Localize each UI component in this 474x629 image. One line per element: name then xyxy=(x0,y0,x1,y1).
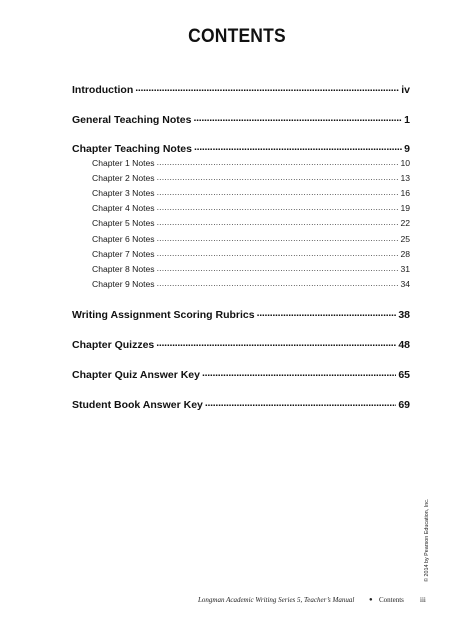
toc-entry-page: 13 xyxy=(400,172,410,183)
toc-entry-label: Chapter 4 Notes xyxy=(92,202,155,213)
footer-book-title: Longman Academic Writing Series 5, Teacher’s Manual xyxy=(198,596,355,604)
dot-leader xyxy=(157,233,399,242)
dot-leader xyxy=(202,367,396,378)
toc-entry-label: Chapter 9 Notes xyxy=(92,278,155,289)
toc-subentry-chapter-7[interactable] xyxy=(72,248,410,263)
dot-leader xyxy=(157,263,399,272)
toc-entry-page: 34 xyxy=(400,278,410,289)
toc-entry-label: Writing Assignment Scoring Rubrics xyxy=(72,308,255,321)
dot-leader xyxy=(205,397,396,408)
toc-subentry-chapter-8[interactable] xyxy=(72,263,410,278)
dot-leader xyxy=(193,112,402,123)
dot-leader xyxy=(135,82,399,93)
toc-subentry-chapter-2[interactable] xyxy=(72,172,410,187)
toc-entry-page: 25 xyxy=(400,233,410,244)
dot-leader xyxy=(157,172,399,181)
toc-entry-page: iv xyxy=(401,83,410,96)
dot-leader xyxy=(157,278,399,287)
toc-subentry-chapter-3[interactable] xyxy=(72,187,410,202)
toc-entry-label: Chapter Teaching Notes xyxy=(72,142,192,155)
toc-entry-introduction[interactable] xyxy=(72,82,410,96)
footer-section: Contents xyxy=(379,596,404,604)
copyright-notice: © 2014 by Pearson Education, Inc. xyxy=(424,498,430,582)
toc-entry-chapter-quiz-answer-key[interactable] xyxy=(72,367,410,381)
toc-subentry-chapter-1[interactable] xyxy=(72,157,410,172)
toc-entry-page: 10 xyxy=(400,157,410,168)
dot-leader xyxy=(157,202,399,211)
toc-entry-label: General Teaching Notes xyxy=(72,113,192,126)
toc-entry-page: 48 xyxy=(398,338,410,351)
toc-entry-page: 28 xyxy=(400,248,410,259)
toc-subentry-chapter-6[interactable] xyxy=(72,233,410,248)
toc-entry-label: Chapter 1 Notes xyxy=(92,157,155,168)
dot-leader xyxy=(157,157,399,166)
toc-entry-label: Chapter Quizzes xyxy=(72,338,155,351)
dot-leader xyxy=(156,337,396,348)
toc-entry-label: Introduction xyxy=(72,83,134,96)
toc-entry-label: Chapter 3 Notes xyxy=(92,187,155,198)
toc-entry-label: Chapter Quiz Answer Key xyxy=(72,368,200,381)
footer-bullet-icon: ● xyxy=(369,597,373,603)
dot-leader xyxy=(194,141,402,152)
toc-entry-chapter-quizzes[interactable] xyxy=(72,337,410,351)
toc-subentry-chapter-4[interactable] xyxy=(72,202,410,217)
toc-entry-student-book-answer-key[interactable] xyxy=(72,397,410,411)
toc-entry-general-teaching-notes[interactable] xyxy=(72,112,410,126)
toc-entry-label: Chapter 2 Notes xyxy=(92,172,155,183)
toc-entry-label: Chapter 5 Notes xyxy=(92,217,155,228)
footer-page-number: iii xyxy=(420,596,426,604)
toc-entry-label: Student Book Answer Key xyxy=(72,398,203,411)
toc-entry-page: 1 xyxy=(404,113,410,126)
toc-entry-page: 19 xyxy=(400,202,410,213)
dot-leader xyxy=(157,217,399,226)
toc-entry-page: 69 xyxy=(398,398,410,411)
toc-entry-chapter-teaching-notes[interactable] xyxy=(72,141,410,155)
toc-entry-page: 22 xyxy=(400,217,410,228)
dot-leader xyxy=(157,187,399,196)
toc-entry-page: 9 xyxy=(404,142,410,155)
toc-entry-page: 16 xyxy=(400,187,410,198)
toc-entry-label: Chapter 8 Notes xyxy=(92,263,155,274)
toc-entry-label: Chapter 7 Notes xyxy=(92,248,155,259)
toc-entry-label: Chapter 6 Notes xyxy=(92,233,155,244)
toc-entry-writing-assignment-rubrics[interactable] xyxy=(72,307,410,321)
toc-entry-page: 31 xyxy=(400,263,410,274)
dot-leader xyxy=(157,248,399,257)
page-title: CONTENTS xyxy=(188,26,286,47)
toc-subentry-chapter-9[interactable] xyxy=(72,278,410,293)
dot-leader xyxy=(257,307,397,318)
toc-entry-page: 65 xyxy=(398,368,410,381)
toc-entry-page: 38 xyxy=(398,308,410,321)
toc-subentry-chapter-5[interactable] xyxy=(72,217,410,232)
